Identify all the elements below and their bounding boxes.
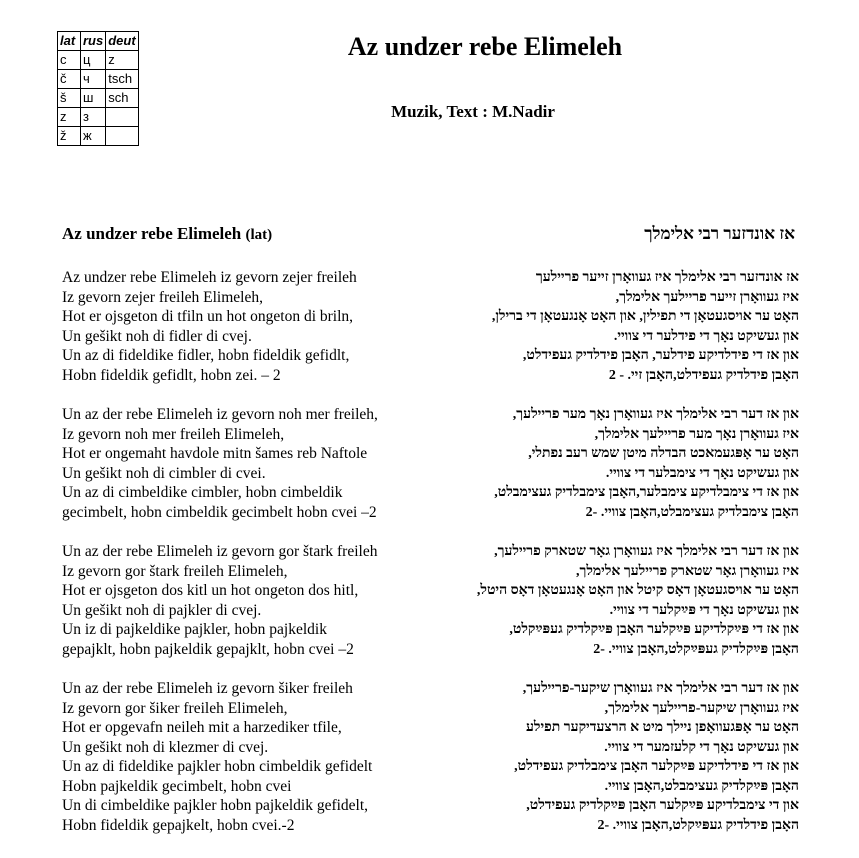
latin-lyric-line: Hot er ojsgeton dos kitl un hot ongeton dos hitl,	[62, 582, 359, 599]
yiddish-lyric-line: איז געוואָרן זייער פריילעך אלימלך,	[615, 289, 799, 305]
table-cell	[106, 127, 138, 146]
latin-lyric-line: Un gešikt noh di klezmer di cvej.	[62, 738, 269, 756]
header-rus: rus	[81, 32, 106, 51]
latin-lyric-line: Hot er opgevafn neileh mit a harzediker tfile,	[62, 719, 342, 736]
header-deut: deut	[106, 32, 138, 51]
yiddish-lyric-line: האָט ער אויסגעטאָן דאָס קיטל און האָט אָנגעטאָן דאָס היטל,	[476, 583, 799, 598]
latin-lyric-line: Iz gevorn gor štark freileh Elimeleh,	[62, 562, 288, 580]
header-lat: lat	[58, 32, 81, 51]
yiddish-lyric-line: און אז די פידלדיקע פידלער, האָבן פידלדיק געפידלט,	[522, 348, 799, 363]
table-row	[58, 108, 139, 127]
table-row	[58, 127, 139, 146]
latin-stanza	[62, 679, 432, 835]
latin-lyric-line: Iz gevorn zejer freileh Elimeleh,	[62, 288, 263, 306]
table-cell: č	[58, 70, 81, 89]
yiddish-lyric-line: איז געוואָרן שיקער-פריילעך אלימלך,	[604, 700, 799, 716]
yiddish-section-heading: אז אונדזער רבי אלימלך	[644, 224, 795, 243]
table-row	[58, 51, 139, 70]
table-cell: sch	[106, 89, 138, 108]
table-cell: š	[58, 89, 81, 108]
table-cell: ц	[81, 51, 106, 70]
yiddish-lyrics	[409, 268, 799, 855]
yiddish-lyric-line: און געשיקט נאָך די פּײַקלער די צוויי.	[609, 602, 799, 618]
yiddish-lyric-line: האָבן פידלדיק געפידלט,האָבן זיי. - 2	[608, 367, 799, 383]
latin-stanza	[62, 268, 432, 385]
latin-lyric-line: Un az der rebe Elimeleh iz gevorn noh mer freileh,	[62, 406, 378, 423]
latin-lyric-line: Un az der rebe Elimeleh iz gevorn šiker freileh	[62, 680, 353, 697]
latin-lyric-line: Az undzer rebe Elimeleh iz gevorn zejer freileh	[62, 269, 357, 286]
credit-line: Muzik, Text : M.Nadir	[391, 102, 555, 121]
table-cell: з	[81, 108, 106, 127]
table-cell: tsch	[106, 70, 138, 89]
yiddish-lyric-line: איז געוואָרן נאָך מער פריילעך אלימלך,	[594, 426, 799, 442]
yiddish-lyric-line: האָט ער אָפּגעוואָפן נײלך מיט א הרצעדיקער תפילע	[525, 720, 799, 735]
latin-lyric-line: Un gešikt noh di pajkler di cvej.	[62, 601, 262, 619]
yiddish-lyric-line: און אז די פּײַקלדיקע פּײַקלער האָבן פּײַקלדיק געפּײַקלט,	[509, 622, 799, 637]
yiddish-lyric-line: האָט ער אָפּגעמאכט הבדלה מיטן שמש רעב נפתלי,	[528, 446, 799, 461]
yiddish-lyric-line: און אז דער רבי אלימלך איז געוואָרן נאָך מער פריילעך,	[512, 407, 799, 422]
yiddish-lyric-line: און אז די צימבלדיקע צימבלער,האָבן צימבלדיק געצימבלט,	[494, 485, 799, 500]
latin-lyrics	[62, 268, 432, 855]
yiddish-lyric-line: און אז די פידלדיקע פּײַקלער האָבן צימבלדיק געפידלט,	[514, 759, 799, 774]
yiddish-lyric-line: אז אונדזער רבי אלימלך איז געוואָרן זייער פריילעך	[535, 270, 799, 285]
yiddish-lyric-line: און אז דער רבי אלימלך איז געוואָרן שיקער-פריילעך,	[522, 681, 799, 696]
latin-stanza	[62, 542, 432, 659]
yiddish-stanza	[409, 405, 799, 522]
yiddish-lyric-line: און געשיקט נאָך די פידלער די צוויי.	[613, 328, 799, 344]
latin-section-heading	[62, 223, 272, 246]
table-row	[58, 89, 139, 108]
latin-section-suffix: (lat)	[245, 227, 273, 243]
table-row	[58, 70, 139, 89]
latin-lyric-line: Un di cimbeldike pajkler hobn pajkeldik gefidelt,	[62, 797, 369, 814]
latin-lyric-line: Un gešikt noh di fidler di cvej.	[62, 327, 252, 345]
latin-lyric-line: Hobn pajkeldik gecimbelt, hobn cvei	[62, 777, 292, 795]
table-cell	[106, 108, 138, 127]
latin-lyric-line: Iz gevorn gor šiker freileh Elimeleh,	[62, 699, 288, 717]
latin-lyric-line: Iz gevorn noh mer freileh Elimeleh,	[62, 425, 285, 443]
latin-lyric-line: Hobn fideldik gefidlt, hobn zei. – 2	[62, 366, 281, 384]
yiddish-lyric-line: און געשיקט נאָך די קלעזמער די צוויי.	[604, 739, 799, 755]
yiddish-lyric-line: האָבן צימבלדיק געצימבלט,האָבן צוויי. -2	[585, 504, 799, 520]
transliteration-table	[57, 31, 139, 146]
yiddish-lyric-line: איז געוואָרן גאָר שטארק פריילעך אלימלך,	[575, 563, 799, 579]
table-cell: z	[58, 108, 81, 127]
yiddish-lyric-line: און די צימבלדיקע פּײַקלער האָבן פּײַקלדיק געפידלט,	[526, 798, 799, 813]
yiddish-stanza	[409, 679, 799, 835]
latin-lyric-line: Un az der rebe Elimeleh iz gevorn gor štark freileh	[62, 543, 378, 560]
latin-lyric-line: Hot er ongemaht havdole mitn šames reb Naftole	[62, 445, 368, 462]
yiddish-lyric-line: האָבן פּײַקלדיק געפּײַקלט,האָבן צוויי. -2	[593, 641, 799, 657]
latin-lyric-line: Un iz di pajkeldike pajkler, hobn pajkeldik	[62, 621, 327, 638]
yiddish-lyric-line: און געשיקט נאָך די צימבלער די צוויי.	[605, 465, 799, 481]
table-header-row	[58, 32, 139, 51]
yiddish-lyric-line: האָבן פּײַקלדיק געצימבלט,האָבן צוויי.	[604, 778, 799, 794]
table-cell: z	[106, 51, 138, 70]
latin-lyric-line: Un az di cimbeldike cimbler, hobn cimbeldik	[62, 484, 343, 501]
latin-lyric-line: Un gešikt noh di cimbler di cvei.	[62, 464, 266, 482]
latin-lyric-line: Un az di fideldike pajkler hobn cimbeldik gefidelt	[62, 758, 373, 775]
yiddish-stanza	[409, 542, 799, 659]
latin-lyric-line: Hot er ojsgeton di tfiln un hot ongeton di briln,	[62, 308, 354, 325]
latin-section-title: Az undzer rebe Elimeleh	[62, 224, 242, 243]
table-cell: ž	[58, 127, 81, 146]
latin-lyric-line: gecimbelt, hobn cimbeldik gecimbelt hobn cvei –2	[62, 503, 377, 521]
table-cell: ч	[81, 70, 106, 89]
latin-lyric-line: Un az di fideldike fidler, hobn fideldik gefidlt,	[62, 347, 350, 364]
yiddish-stanza	[409, 268, 799, 385]
table-cell: ж	[81, 127, 106, 146]
page-title: Az undzer rebe Elimeleh	[347, 32, 623, 61]
yiddish-lyric-line: האָט ער אויסגעטאָן די תפילין, און האָט אָנגעטאָן די ברילן,	[491, 309, 799, 324]
latin-stanza	[62, 405, 432, 522]
yiddish-lyric-line: און אז דער רבי אלימלך איז געוואָרן גאָר שטארק פריילעך,	[494, 544, 799, 559]
yiddish-lyric-line: האָבן פידלדיק געפּײַקלט,האָבן צוויי. -2	[597, 817, 799, 833]
latin-lyric-line: gepajklt, hobn pajkeldik gepajklt, hobn cvei –2	[62, 640, 354, 658]
table-cell: ш	[81, 89, 106, 108]
latin-lyric-line: Hobn fideldik gepajkelt, hobn cvei.-2	[62, 816, 295, 834]
table-cell: c	[58, 51, 81, 70]
